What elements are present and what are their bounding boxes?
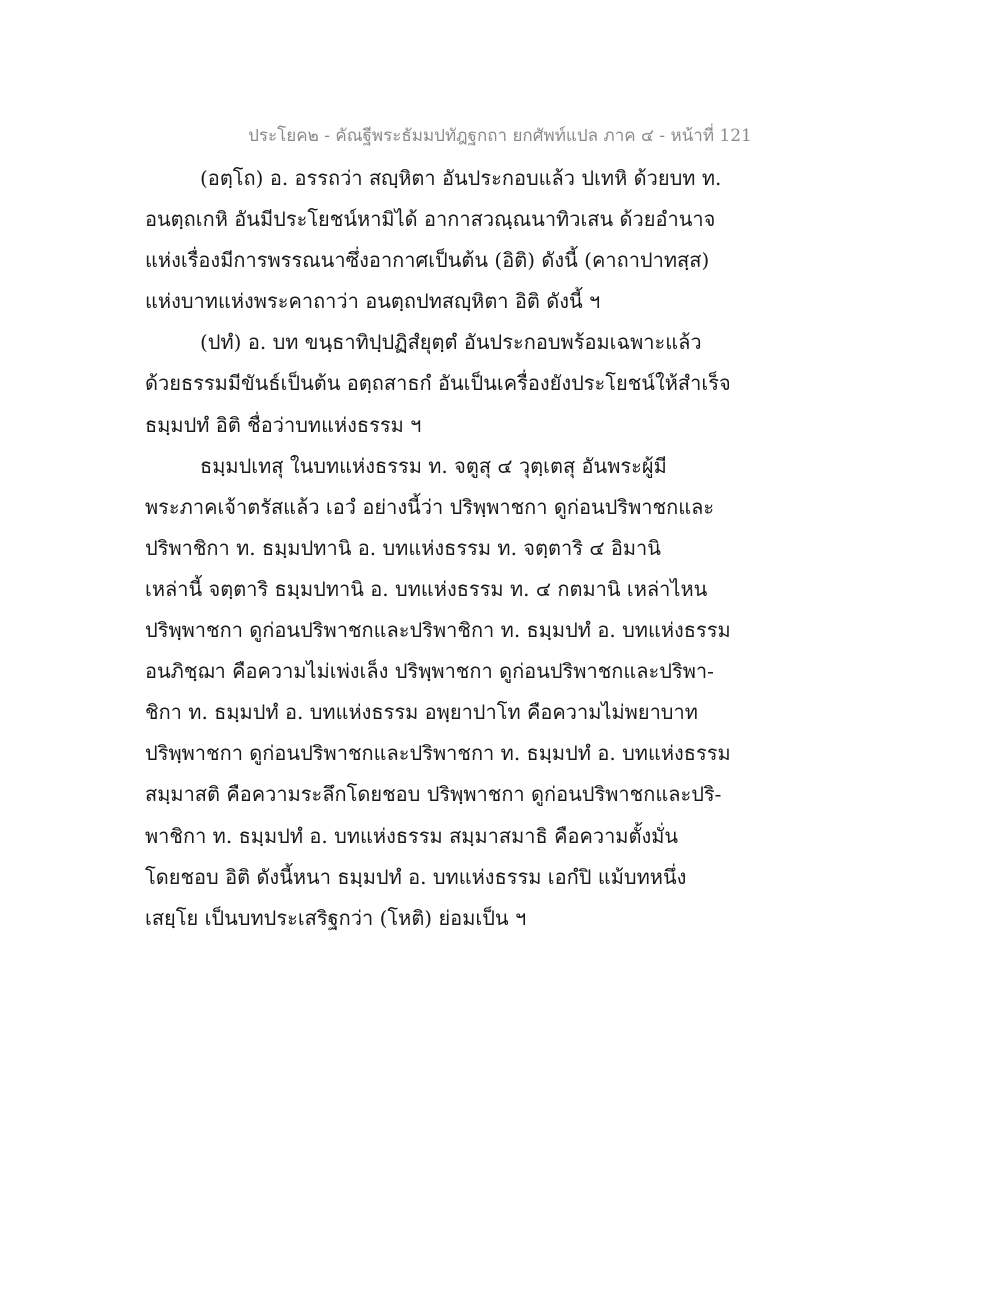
document-body [145, 158, 765, 939]
text-line: ปริพาชิกา ท. ธมฺมปทานิ อ. บทแห่งธรรม ท. จตฺตาริ ๔ อิมานิ [145, 535, 661, 560]
text-line: (ปทํ) อ. บท ขนฺธาทิปฺปฏิสํยุตฺตํ อันประกอบพร้อมเฉพาะแล้ว [200, 330, 702, 355]
paragraph-1 [145, 158, 765, 322]
page-header [0, 122, 1000, 149]
text-line: แห่งบาทแห่งพระคาถาว่า อนตฺถปทสญฺหิตา อิติ ดังนี้ ฯ [145, 289, 601, 314]
paragraph-3 [145, 446, 765, 939]
text-line: อนตฺถเกหิ อันมีประโยชน์หามิได้ อากาสวณฺณนาทิวเสน ด้วยอำนาจ [145, 207, 716, 232]
text-line: ธมฺมปเทสุ ในบทแห่งธรรม ท. จตูสุ ๔ วุตฺเตสุ อันพระผู้มี [200, 453, 667, 478]
paragraph-2 [145, 322, 765, 445]
text-line: อนภิชฺฌา คือความไม่เพ่งเล็ง ปริพฺพาชกา ดูก่อนปริพาชกและปริพา- [145, 659, 714, 684]
text-line: ปริพฺพาชกา ดูก่อนปริพาชกและปริพาชิกา ท. ธมฺมปทํ อ. บทแห่งธรรม [145, 618, 731, 643]
text-line: เหล่านี้ จตฺตาริ ธมฺมปทานิ อ. บทแห่งธรรม ท. ๔ กตมานิ เหล่าไหน [145, 576, 708, 601]
text-line: ปริพฺพาชกา ดูก่อนปริพาชกและปริพาชกา ท. ธมฺมปทํ อ. บทแห่งธรรม [145, 741, 731, 766]
text-line: (อตฺโถ) อ. อรรถว่า สญฺหิตา อันประกอบแล้ว ปเทหิ ด้วยบท ท. [200, 166, 722, 190]
page-header-text: ประโยค๒ - คัณฐีพระธัมมปทัฎฐกถา ยกศัพท์แปล ภาค ๔ - หน้าที่ 121 [248, 126, 752, 146]
text-line: สมฺมาสติ คือความระลึกโดยชอบ ปริพฺพาชกา ดูก่อนปริพาชกและปริ- [145, 782, 722, 807]
text-line: ธมฺมปทํ อิติ ชื่อว่าบทแห่งธรรม ฯ [145, 412, 422, 437]
text-line: ด้วยธรรมมีขันธ์เป็นต้น อตฺถสาธกํ อันเป็นเครื่องยังประโยชน์ให้สำเร็จ [145, 371, 731, 396]
text-line: แห่งเรื่องมีการพรรณนาซึ่งอากาศเป็นต้น (อิติ) ดังนี้ (คาถาปาทสฺส) [145, 248, 710, 273]
text-line: ชิกา ท. ธมฺมปทํ อ. บทแห่งธรรม อพฺยาปาโท คือความไม่พยาบาท [145, 700, 698, 725]
text-line: โดยชอบ อิติ ดังนี้หนา ธมฺมปทํ อ. บทแห่งธรรม เอกํปิ แม้บทหนึ่ง [145, 864, 687, 889]
text-line: พาชิกา ท. ธมฺมปทํ อ. บทแห่งธรรม สมฺมาสมาธิ คือความตั้งมั่น [145, 823, 679, 848]
text-line: เสยฺโย เป็นบทประเสริฐกว่า (โหติ) ย่อมเป็น ฯ [145, 905, 527, 930]
text-line: พระภาคเจ้าตรัสแล้ว เอวํ อย่างนี้ว่า ปริพฺพาชกา ดูก่อนปริพาชกและ [145, 494, 715, 519]
